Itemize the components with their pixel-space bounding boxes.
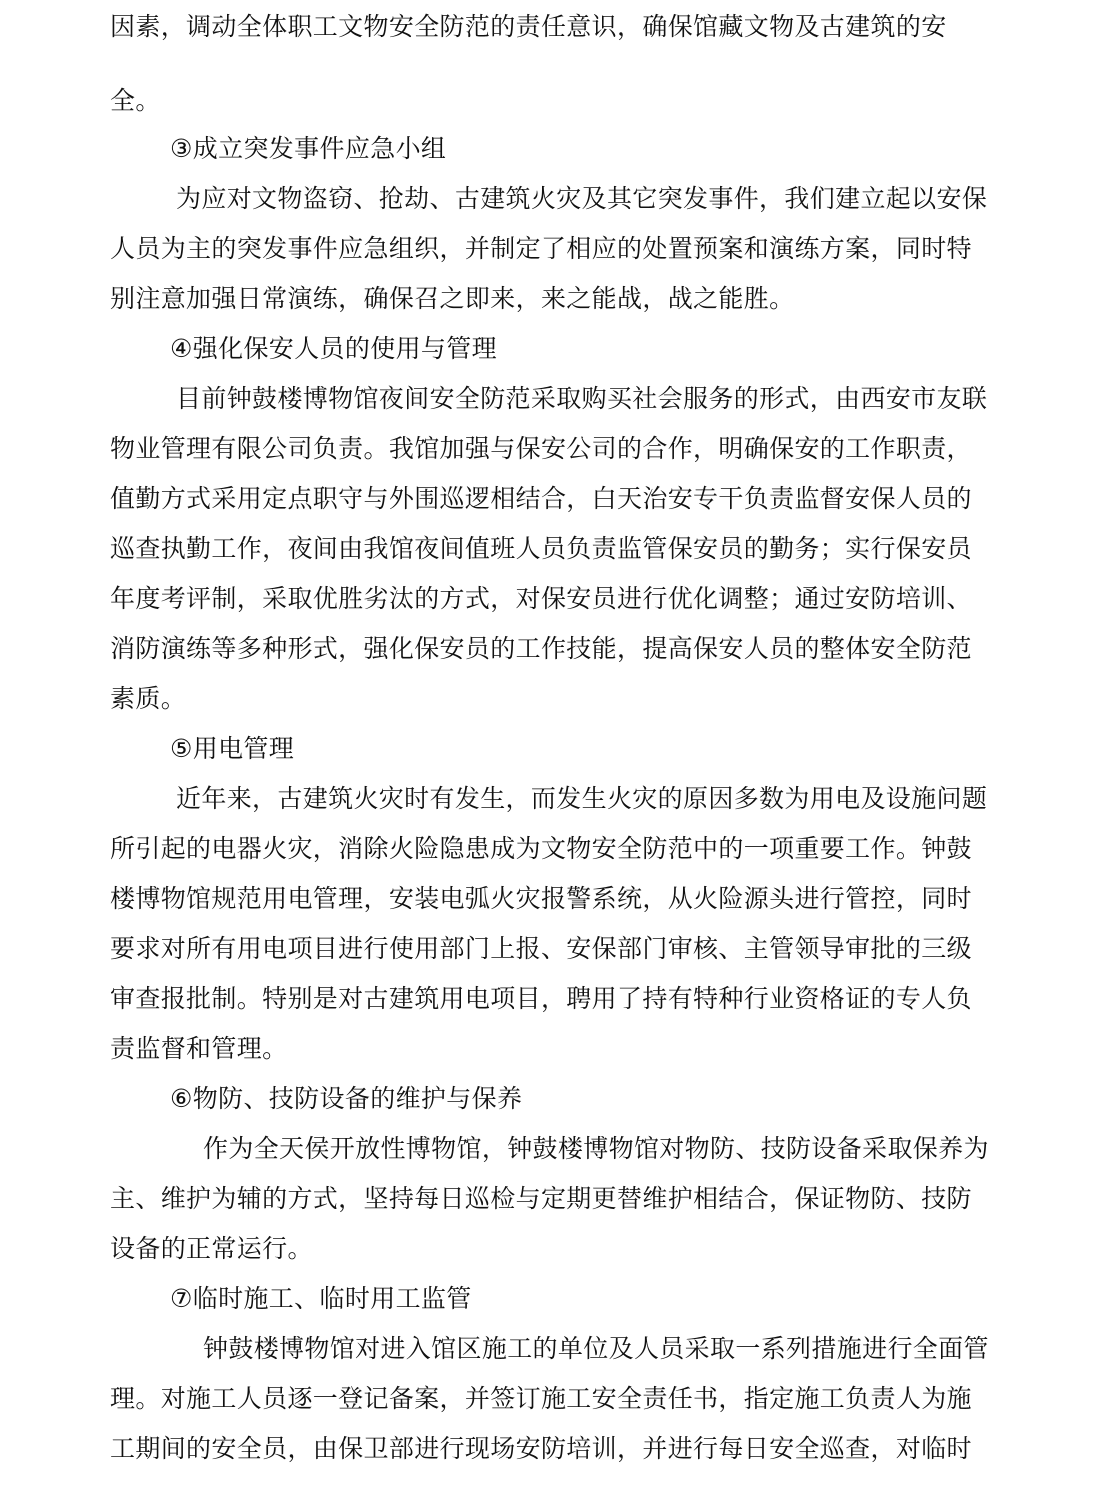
paragraph-line: 作为全天侯开放性博物馆，钟鼓楼博物馆对物防、技防设备采取保养为 xyxy=(203,1134,989,1163)
paragraph-line: 要求对所有用电项目进行使用部门上报、安保部门审核、主管领导审批的三级 xyxy=(110,934,972,963)
paragraph-line: 年度考评制，采取优胜劣汰的方式，对保安员进行优化调整；通过安防培训、 xyxy=(110,584,972,613)
paragraph-line: 全。 xyxy=(110,86,161,115)
section-heading: ⑥物防、技防设备的维护与保养 xyxy=(170,1084,523,1113)
paragraph-line: 为应对文物盗窃、抢劫、古建筑火灾及其它突发事件，我们建立起以安保 xyxy=(176,184,988,213)
paragraph-line: 别注意加强日常演练，确保召之即来，来之能战，战之能胜。 xyxy=(110,284,795,313)
paragraph-line: 目前钟鼓楼博物馆夜间安全防范采取购买社会服务的形式，由西安市友联 xyxy=(176,384,988,413)
paragraph-line: 审查报批制。特别是对古建筑用电项目，聘用了持有特种行业资格证的专人负 xyxy=(110,984,972,1013)
section-heading: ⑦临时施工、临时用工监管 xyxy=(170,1284,472,1313)
paragraph-line: 钟鼓楼博物馆对进入馆区施工的单位及人员采取一系列措施进行全面管 xyxy=(203,1334,989,1363)
paragraph-line: 设备的正常运行。 xyxy=(110,1234,313,1263)
paragraph-line: 巡查执勤工作，夜间由我馆夜间值班人员负责监管保安员的勤务；实行保安员 xyxy=(110,534,972,563)
paragraph-line: 人员为主的突发事件应急组织，并制定了相应的处置预案和演练方案，同时特 xyxy=(110,234,972,263)
paragraph-line: 所引起的电器火灾，消除火险隐患成为文物安全防范中的一项重要工作。钟鼓 xyxy=(110,834,972,863)
paragraph-line: 消防演练等多种形式，强化保安员的工作技能，提高保安人员的整体安全防范 xyxy=(110,634,972,663)
paragraph-line: 素质。 xyxy=(110,684,187,713)
paragraph-line: 工期间的安全员，由保卫部进行现场安防培训，并进行每日安全巡查，对临时 xyxy=(110,1434,972,1463)
paragraph-line: 楼博物馆规范用电管理，安装电弧火灾报警系统，从火险源头进行管控，同时 xyxy=(110,884,972,913)
section-heading: ⑤用电管理 xyxy=(170,734,295,763)
paragraph-line: 理。对施工人员逐一登记备案，并签订施工安全责任书，指定施工负责人为施 xyxy=(110,1384,972,1413)
paragraph-line: 主、维护为辅的方式，坚持每日巡检与定期更替维护相结合，保证物防、技防 xyxy=(110,1184,972,1213)
paragraph-line: 物业管理有限公司负责。我馆加强与保安公司的合作，明确保安的工作职责， xyxy=(110,434,972,463)
section-heading: ③成立突发事件应急小组 xyxy=(170,134,447,163)
paragraph-line: 责监督和管理。 xyxy=(110,1034,288,1063)
paragraph-line: 值勤方式采用定点职守与外围巡逻相结合，白天治安专干负责监督安保人员的 xyxy=(110,484,972,513)
paragraph-line: 因素，调动全体职工文物安全防范的责任意识，确保馆藏文物及古建筑的安 xyxy=(110,12,947,41)
section-heading: ④强化保安人员的使用与管理 xyxy=(170,334,497,363)
paragraph-line: 近年来，古建筑火灾时有发生，而发生火灾的原因多数为用电及设施问题 xyxy=(176,784,988,813)
